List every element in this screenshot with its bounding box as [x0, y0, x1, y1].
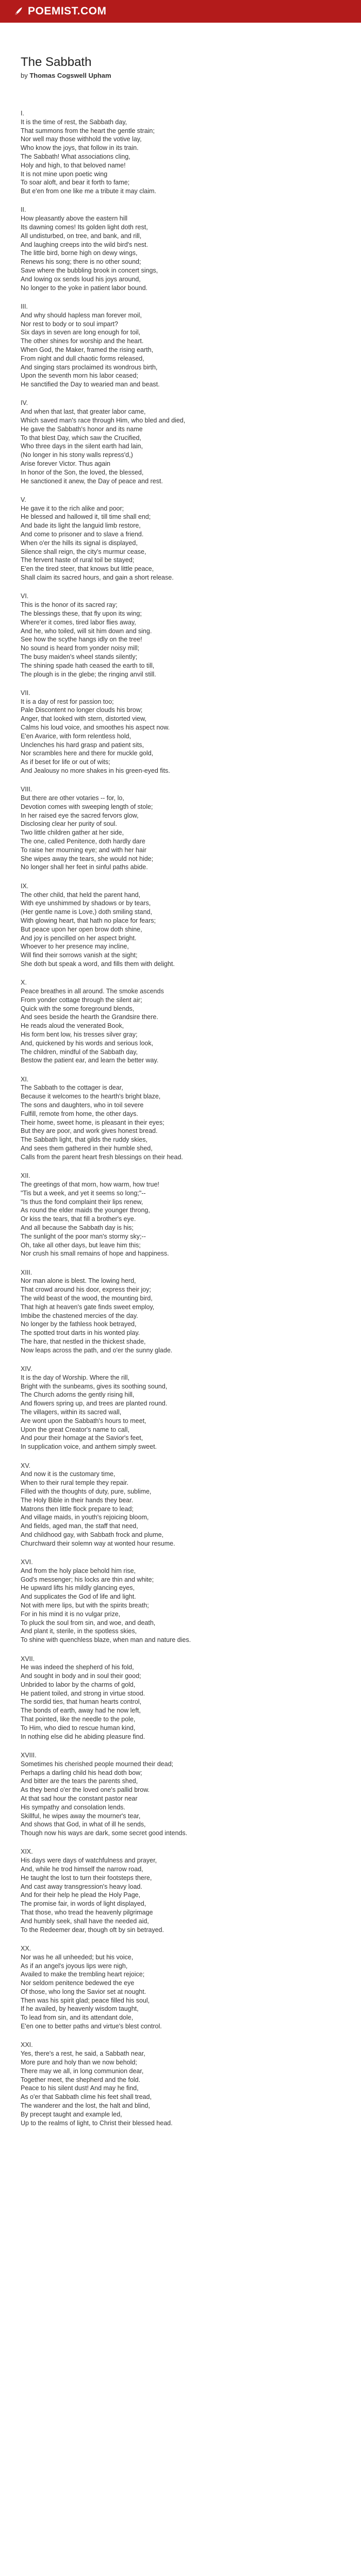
- stanza-number: III.: [21, 302, 28, 310]
- poem-line: To shine with quenchless blaze, when man and nature dies.: [21, 1636, 191, 1644]
- site-logo[interactable]: [12, 5, 107, 18]
- poem-line: The little bird, borne high on dewy wings,: [21, 249, 138, 257]
- stanza-number: XVIII.: [21, 1751, 37, 1759]
- poem-line: When o'er the hills its signal is displayed,: [21, 539, 138, 547]
- poem-line: Nor seldom penitence bedewed the eye: [21, 1979, 135, 1987]
- poem-line: And come to prisoner and to slave a friend.: [21, 531, 144, 538]
- poem-line: Because it welcomes to the hearth's bright blaze,: [21, 1093, 161, 1100]
- poem-author[interactable]: Thomas Cogswell Upham: [29, 72, 111, 79]
- poem-line: His sympathy and consolation lends.: [21, 1803, 125, 1811]
- poem-line: And childhood gay, with Sabbath frock and plume,: [21, 1531, 164, 1538]
- poem-line: And fields, aged man, the staff that need,: [21, 1522, 138, 1530]
- stanza-number: VIII.: [21, 786, 32, 793]
- poem-line: When to their rural temple they repair.: [21, 1479, 129, 1487]
- poem-line: Its dawning comes! Its golden light doth rest,: [21, 224, 148, 231]
- poem-line: Where'er it comes, tired labor flies away,: [21, 618, 136, 626]
- poem-line: And supplicates the God of life and light.: [21, 1593, 136, 1601]
- poem-line: This is the honor of its sacred ray;: [21, 601, 118, 609]
- poem-line: And cast away transgression's heavy load.: [21, 1883, 142, 1890]
- poem-line: Nor well may those withhold the votive lay,: [21, 135, 142, 143]
- poem-line: And singing stars proclaimed its wondrous birth,: [21, 363, 158, 371]
- poem-line: There may we all, in long communion dear,: [21, 2067, 144, 2075]
- poem-line: No longer shall her feet in sinful paths abide.: [21, 863, 148, 871]
- poem-line: Upon the great Creator's name to call,: [21, 1426, 129, 1433]
- poem-line: It is the time of rest, the Sabbath day,: [21, 118, 127, 126]
- poem-line: But e'en from one like me a tribute it may claim.: [21, 188, 156, 195]
- poem-line: Nor man alone is blest. The lowing herd,: [21, 1277, 136, 1285]
- poem-line: By precept taught and example led,: [21, 2110, 122, 2118]
- stanza: [21, 978, 340, 1065]
- poem-line: He sanctified the Day to wearied man and beast.: [21, 381, 160, 388]
- poem-line: With eye unshimmed by shadows or by tears,: [21, 900, 151, 907]
- poem-line: The Sabbath light, that gilds the ruddy skies,: [21, 1136, 147, 1144]
- stanza: [21, 1268, 340, 1355]
- poem-line: And for their help he plead the Holy Page,: [21, 1891, 141, 1899]
- poem-line: As o'er that Sabbath clime his feet shall tread,: [21, 2093, 152, 2101]
- stanza: [21, 206, 340, 292]
- poem-line: Disclosing clear her purity of soul.: [21, 820, 117, 828]
- stanza-number: XI.: [21, 1075, 29, 1083]
- poem-line: And shows that God, in what of ill he sends,: [21, 1821, 146, 1828]
- poem-line: The sunlight of the poor man's stormy sky;--: [21, 1232, 146, 1240]
- poem-line: Who know the joys, that follow in its train.: [21, 144, 139, 152]
- quill-icon: [12, 6, 24, 17]
- stanza-number: XIII.: [21, 1268, 32, 1276]
- poem-line: The Church adorns the gently rising hill,: [21, 1391, 135, 1399]
- poem-line: Holy and high, to that beloved name!: [21, 161, 126, 169]
- poem-title: The Sabbath: [21, 55, 92, 69]
- poem-line: And laughing creeps into the wild bird's nest.: [21, 241, 148, 248]
- poem-line: And flowers spring up, and trees are planted round.: [21, 1400, 168, 1408]
- poem-line: And sought in body and in soul their good;: [21, 1672, 141, 1680]
- poem-line: In her raised eye the sacred fervors glow,: [21, 811, 139, 819]
- poem-line: All undisturbed, on tree, and bank, and rill,: [21, 232, 142, 240]
- poem-line: As they bend o'er the loved one's pallid brow.: [21, 1786, 150, 1794]
- poem-byline: [21, 71, 340, 80]
- poem-line: He sanctioned it anew, the Day of peace and rest.: [21, 477, 163, 485]
- poem-line: The one, called Penitence, doth hardly dare: [21, 838, 145, 845]
- poem-line: Are wont upon the Sabbath's hours to meet,: [21, 1417, 146, 1425]
- stanza: [21, 1944, 340, 2031]
- stanza: [21, 399, 340, 485]
- poem-line: The greetings of that morn, how warm, how true!: [21, 1180, 159, 1188]
- poem-line: In honor of the Son, the loved, the blessed,: [21, 468, 144, 476]
- poem-line: That crowd around his door, express their joy;: [21, 1286, 151, 1294]
- stanza-number: V.: [21, 496, 26, 503]
- stanza: [21, 1172, 340, 1258]
- poem-content: [21, 55, 340, 2138]
- poem-line: As round the elder maids the younger throng,: [21, 1207, 150, 1214]
- stanza-number: XVII.: [21, 1655, 35, 1663]
- stanza: [21, 302, 340, 389]
- poem-line: Calms his loud voice, and smoothes his aspect now.: [21, 724, 170, 731]
- poem-line: That high at heaven's gate finds sweet employ,: [21, 1303, 155, 1311]
- poem-line: His form bent low, his tresses silver gray;: [21, 1031, 138, 1038]
- poem-line: Six days in seven are long enough for toil,: [21, 329, 141, 336]
- poem-line: Then was his spirit glad; peace filled his soul,: [21, 1996, 150, 2004]
- stanza-number: I.: [21, 110, 24, 117]
- poem-line: Matrons then little flock prepare to lead;: [21, 1505, 134, 1513]
- stanza: [21, 1751, 340, 1838]
- poem-line: The wanderer and the lost, the halt and blind,: [21, 2102, 150, 2109]
- poem-line: The blessings these, that fly upon its wing;: [21, 609, 142, 617]
- poem-line: Who three days in the silent earth had lain,: [21, 443, 143, 450]
- poem-line: Devotion comes with sweeping length of stole;: [21, 803, 153, 810]
- poem-line: Now leaps across the path, and o'er the sunny glade.: [21, 1346, 173, 1354]
- stanza: [21, 785, 340, 872]
- poem-line: Together meet, the shepherd and the fold.: [21, 2076, 141, 2083]
- poem-line: Bestow the patient ear, and learn the better way.: [21, 1057, 159, 1064]
- poem-line: How pleasantly above the eastern hill: [21, 215, 128, 223]
- stanza-number: IV.: [21, 399, 28, 407]
- poem-line: To the Redeemer dear, though oft by sin betrayed.: [21, 1926, 164, 1934]
- poem-line: Availed to make the trembling heart rejoice;: [21, 1971, 145, 1978]
- poem-line: The hare, that nestled in the thickest shade,: [21, 1338, 146, 1345]
- poem-line: The busy maiden's wheel stands silently;: [21, 653, 138, 660]
- poem-line: Which saved man's race through Him, who bled and died,: [21, 417, 186, 424]
- poem-line: To lead from sin, and its attendant dole,: [21, 2014, 134, 2022]
- poem-line: Upon the seventh morn his labor ceased;: [21, 372, 138, 380]
- site-header: [0, 0, 361, 23]
- poem-line: The shining spade hath ceased the earth to till,: [21, 662, 155, 669]
- poem-line: He upward lifts his mildly glancing eyes,: [21, 1584, 135, 1592]
- stanza: [21, 1365, 340, 1451]
- poem-line: To raise her mourning eye; and with her hair: [21, 846, 146, 854]
- stanza: [21, 1075, 340, 1162]
- poem-line: The villagers, within its sacred wall,: [21, 1409, 122, 1416]
- poem-line: That summons from the heart the gentle strain;: [21, 127, 155, 134]
- stanza: [21, 1848, 340, 1934]
- poem-line: To soar aloft, and bear it forth to fame;: [21, 179, 130, 187]
- poem-line: And sees beside the hearth the Grandsire there.: [21, 1013, 158, 1021]
- poem-line: But they are poor, and work gives honest bread.: [21, 1127, 158, 1135]
- stanza: [21, 496, 340, 582]
- poem-line: Perhaps a darling child his head doth bow;: [21, 1769, 142, 1776]
- stanza-number: XIX.: [21, 1848, 33, 1856]
- poem-line: And humbly seek, shall have the needed aid,: [21, 1917, 149, 1925]
- stanza-number: XIV.: [21, 1365, 32, 1373]
- poem-line: And from the holy place behold him rise,: [21, 1567, 136, 1574]
- poem-line: Skillful, he wipes away the mourner's tear,: [21, 1812, 141, 1820]
- poem-line: That pointed, like the needle to the pole,: [21, 1716, 136, 1723]
- poem-line: Bright with the sunbeams, gives its soothing sound,: [21, 1382, 168, 1390]
- poem-line: (Her gentle name is Love,) doth smiling stand,: [21, 908, 152, 916]
- poem-line: Whoever to her presence may incline,: [21, 943, 129, 951]
- poem-body: [21, 109, 340, 2127]
- poem-line: But there are other votaries -- for, lo,: [21, 794, 124, 802]
- stanza-number: VI.: [21, 592, 29, 600]
- stanza-number: IX.: [21, 882, 29, 890]
- stanza-number: X.: [21, 979, 27, 987]
- poem-line: If he availed, by heavenly wisdom taught,: [21, 2005, 139, 2013]
- poem-line: Filled with the thoughts of duty, pure, sublime,: [21, 1487, 152, 1495]
- poem-line: E'en one to better paths and virtue's blest control.: [21, 2023, 162, 2030]
- poem-line: Renews his song; there is no other sound;: [21, 258, 141, 266]
- poem-line: E'en the tired steer, that knows but little peace,: [21, 565, 154, 573]
- stanza: [21, 2041, 340, 2127]
- poem-line: Anger, that looked with stern, distorted view,: [21, 715, 146, 723]
- poem-line: He reads aloud the venerated Book,: [21, 1022, 124, 1030]
- poem-line: And all because the Sabbath day is his;: [21, 1224, 134, 1231]
- stanza-number: XVI.: [21, 1558, 33, 1566]
- poem-line: He was indeed the shepherd of his fold,: [21, 1664, 134, 1671]
- poem-line: And bitter are the tears the parents shed,: [21, 1777, 138, 1785]
- poem-line: From night and dull chaotic forms released,: [21, 354, 144, 362]
- poem-line: Quick with the some foreground blends,: [21, 1005, 135, 1012]
- site-logo-text: POEMIST.COM: [28, 5, 107, 17]
- poem-line: From yonder cottage through the silent air;: [21, 996, 142, 1004]
- poem-line: "Is thus the fond complaint their lips renew,: [21, 1198, 143, 1206]
- poem-line: The wild beast of the wood, the mounting bird,: [21, 1295, 153, 1302]
- poem-line: Oh, take all other days, but leave him this;: [21, 1241, 141, 1249]
- poem-line: And village maids, in youth's rejoicing bloom,: [21, 1514, 149, 1521]
- poem-line: To pluck the soul from sin, and woe, and death,: [21, 1619, 156, 1626]
- poem-line: Their home, sweet home, is pleasant in their eyes;: [21, 1118, 165, 1126]
- poem-line: Silence shall reign, the city's murmur cease,: [21, 548, 146, 555]
- poem-line: And pour their homage at the Savior's feet,: [21, 1434, 143, 1442]
- stanza: [21, 592, 340, 679]
- poem-line: To Him, who died to rescue human kind,: [21, 1724, 136, 1732]
- stanza: [21, 1462, 340, 1548]
- poem-line: Unbrided to labor by the charms of gold,: [21, 1681, 136, 1688]
- poem-line: The Sabbath! What associations cling,: [21, 152, 130, 160]
- poem-line: No longer to the yoke in patient labor bound.: [21, 284, 148, 292]
- poem-line: The Sabbath to the cottager is dear,: [21, 1084, 123, 1092]
- poem-line: And he, who toiled, will sit him down and sing.: [21, 627, 152, 635]
- stanza: [21, 882, 340, 969]
- stanza: [21, 1655, 340, 1741]
- poem-line: No sound is heard from yonder noisy mill;: [21, 645, 139, 652]
- poem-line: Nor rest to body or to soul impart?: [21, 320, 118, 328]
- poem-line: For in his mind it is no vulgar prize,: [21, 1610, 121, 1618]
- poem-line: She wipes away the tears, she would not hide;: [21, 855, 154, 862]
- poem-line: He gave it to the rich alike and poor;: [21, 504, 124, 512]
- poem-line: Not with mere lips, but with the spirits breath;: [21, 1602, 149, 1609]
- poem-line: Calls from the parent heart fresh blessings on their head.: [21, 1153, 183, 1161]
- poem-line: In nothing else did he abiding pleasure find.: [21, 1733, 145, 1740]
- poem-line: In supplication voice, and anthem simply sweet.: [21, 1443, 157, 1451]
- poem-line: The sons and daughters, who in toil severe: [21, 1101, 144, 1109]
- poem-line: And sees them gathered in their humble shed,: [21, 1145, 153, 1153]
- poem-line: God's messenger; his locks are thin and white;: [21, 1575, 154, 1583]
- poem-line: Yes, there's a rest, he said, a Sabbath near,: [21, 2050, 145, 2058]
- poem-line: (No longer in his stony walls repress'd,): [21, 451, 133, 459]
- stanza-number: II.: [21, 206, 26, 214]
- poem-line: Unclenches his hard grasp and patient sits,: [21, 741, 144, 749]
- poem-line: And lowing ox sends loud his joys around,: [21, 275, 141, 283]
- poem-line: Save where the bubbling brook in concert sings,: [21, 267, 158, 275]
- stanza: [21, 689, 340, 775]
- poem-line: Arise forever Victor. Thus again: [21, 460, 110, 467]
- poem-line: It is the day of Worship. Where the rill,: [21, 1374, 129, 1381]
- poem-line: The other child, that held the parent hand,: [21, 891, 141, 899]
- poem-line: Imbibe the chastened mercies of the day.: [21, 1312, 138, 1319]
- poem-line: He gave the Sabbath's honor and its name: [21, 425, 143, 433]
- poem-line: E'en Avarice, with form relentless hold,: [21, 732, 132, 740]
- poem-line: Up to the realms of light, to Christ their blessed head.: [21, 2119, 173, 2127]
- poem-line: See how the scythe hangs idly on the tree!: [21, 636, 142, 643]
- poem-line: When God, the Maker, framed the rising earth,: [21, 346, 154, 353]
- poem-line: Shall claim its sacred hours, and gain a short release.: [21, 574, 174, 582]
- poem-line: He patient toiled, and strong in virtue stood.: [21, 1689, 145, 1697]
- poem-line: Peace to his silent dust! And may he find,: [21, 2084, 139, 2092]
- poem-line: He blessed and hallowed it, till time shall end;: [21, 513, 151, 521]
- poem-line: The spotted trout darts in his wonted play.: [21, 1329, 140, 1337]
- poem-line: Though now his ways are dark, some secret good intends.: [21, 1829, 188, 1837]
- poem-line: Nor was he all unheeded; but his voice,: [21, 1953, 134, 1961]
- poem-line: With glowing heart, that hath no place for fears;: [21, 917, 156, 924]
- poem-line: And now it is the customary time,: [21, 1470, 116, 1478]
- poem-line: At that sad hour the constant pastor near: [21, 1794, 138, 1802]
- poem-line: As if beset for life or out of wits;: [21, 758, 110, 766]
- poem-line: And why should hapless man forever moil,: [21, 311, 142, 319]
- poem-line: But peace upon her open brow doth shine,: [21, 925, 142, 933]
- poem-line: Pale Discontent no longer clouds his brow;: [21, 706, 143, 714]
- poem-line: The plough is in the glebe; the ringing anvil still.: [21, 670, 156, 678]
- poem-line: The fervent haste of rural toil be stayed;: [21, 556, 135, 564]
- poem-line: Nor scrambles here and there for muckle gold,: [21, 750, 154, 757]
- poem-line: No longer by the fathless hook betrayed,: [21, 1320, 137, 1328]
- poem-line: He taught the lost to turn their footsteps there,: [21, 1874, 152, 1882]
- byline-prefix: by: [21, 72, 28, 79]
- poem-line: And bade its light the languid limb restore,: [21, 522, 141, 530]
- poem-line: And, quickened by his words and serious look,: [21, 1039, 154, 1047]
- poem-line: And joy is pencilled on her aspect bright.: [21, 934, 137, 942]
- poem-line: The Holy Bible in their hands they bear.: [21, 1496, 134, 1504]
- poem-line: Fulfill, remote from home, the other days.: [21, 1110, 138, 1117]
- poem-line: The promise fair, in words of light displayed,: [21, 1900, 146, 1908]
- poem-line: His days were days of watchfulness and prayer,: [21, 1857, 157, 1865]
- poem-line: The sordid ties, that human hearts control,: [21, 1698, 142, 1706]
- poem-line: As if an angel's joyous lips were nigh,: [21, 1962, 128, 1970]
- poem-line: Peace breathes in all around. The smoke ascends: [21, 988, 164, 995]
- poem-line: That those, who tread the heavenly pilgrimage: [21, 1909, 153, 1917]
- stanza-number: XII.: [21, 1172, 30, 1180]
- stanza-number: XX.: [21, 1944, 31, 1952]
- poem-line: Two little children gather at her side,: [21, 829, 124, 837]
- stanza-number: XXI.: [21, 2041, 33, 2049]
- poem-line: It is a day of rest for passion too;: [21, 698, 114, 705]
- poem-line: And when that last, that greater labor came,: [21, 408, 146, 416]
- poem-line: And plant it, sterile, in the spotless skies,: [21, 1628, 137, 1635]
- poem-line: Of those, who long the Savior set at nought.: [21, 1988, 146, 1995]
- poem-line: She doth but speak a word, and fills them with delight.: [21, 960, 175, 968]
- poem-line: Sometimes his cherished people mourned their dead;: [21, 1760, 174, 1768]
- stanza: [21, 109, 340, 196]
- poem-line: It is not mine upon poetic wing: [21, 170, 108, 178]
- poem-line: The bonds of earth, away had he now left,: [21, 1707, 141, 1715]
- poem-line: More pure and holy than we now behold;: [21, 2058, 137, 2066]
- poem-line: Nor crush his small remains of hope and happiness.: [21, 1250, 169, 1258]
- poem-line: And, while he trod himself the narrow road,: [21, 1866, 143, 1873]
- stanza-number: VII.: [21, 689, 30, 697]
- stanza-number: XV.: [21, 1462, 31, 1469]
- poem-line: The children, mindful of the Sabbath day,: [21, 1048, 138, 1056]
- poem-line: To that blest Day, which saw the Crucified,: [21, 434, 141, 442]
- poem-line: Or kiss the tears, that fill a brother's eye.: [21, 1215, 136, 1223]
- poem-line: Will find their sorrows vanish at the sight;: [21, 952, 138, 959]
- poem-line: "Tis but a week, and yet it seems so long;"--: [21, 1189, 146, 1197]
- poem-line: And Jealousy no more shakes in his green-eyed fits.: [21, 767, 170, 774]
- poem-line: The other shines for worship and the heart.: [21, 337, 144, 345]
- poem-line: Churchward their solemn way at wonted hour resume.: [21, 1539, 175, 1547]
- stanza: [21, 1558, 340, 1645]
